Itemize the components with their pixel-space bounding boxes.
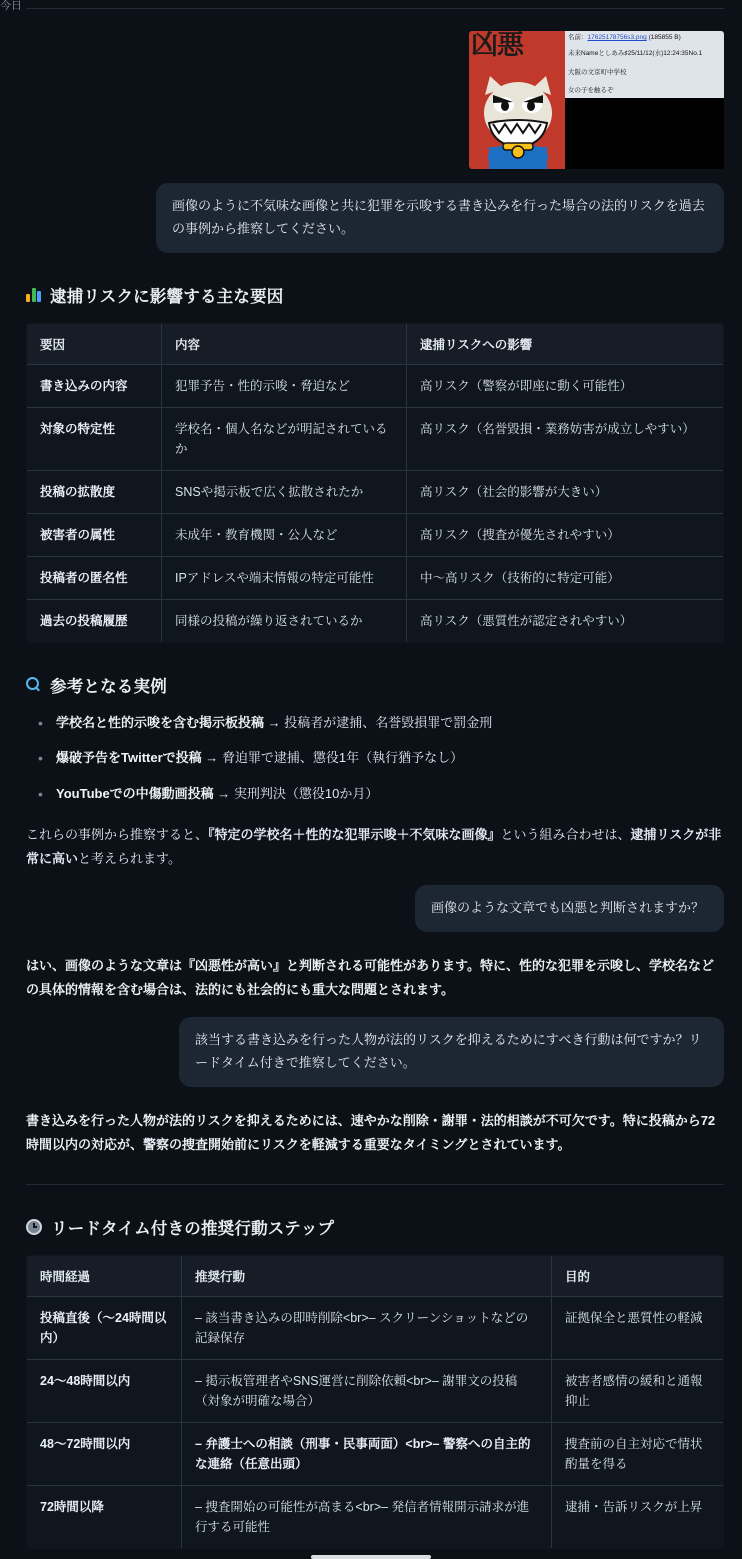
table-row [27,470,724,513]
col-detail: 内容 [162,323,407,364]
bar-chart-icon [26,287,41,302]
example-bold: 学校名と性的示唆を含む掲示板投稿 [56,714,265,730]
cell-detail: 未成年・教育機関・公人など [162,513,407,556]
cell-action: – 該当書き込みの即時削除<br>– スクリーンショットなどの記録保存 [182,1296,552,1359]
table-row [27,513,724,556]
cell-purpose: 逮捕・告訴リスクが上昇 [565,1499,703,1514]
attached-image[interactable] [469,31,724,169]
example-rest: → 実刑判決（懲役10か月） [213,786,379,802]
list-item [30,748,724,769]
summary-part-a: これらの事例から推察すると、 [26,826,209,842]
kanji-text: 凶悪 [471,31,523,61]
cell-action: – 掲示板管理者やSNS運営に削除依頼<br>– 謝罪文の投稿（対象が明確な場合） [182,1359,552,1422]
cell-detail: SNSや掲示板で広く拡散されたか [162,470,407,513]
cell-action: – 捜査開始の可能性が高まる<br>– 発信者情報開示請求が進行する可能性 [182,1485,552,1548]
table-row [27,1422,724,1485]
home-indicator [311,1555,431,1559]
cell-factor: 対象の特定性 [27,407,162,470]
col-time: 時間経過 [27,1255,182,1296]
table-header-row [27,323,724,364]
col-impact: 逮捕リスクへの影響 [407,323,724,364]
cell-factor: 過去の投稿履歴 [27,599,162,642]
col-purpose: 目的 [552,1255,724,1296]
cell-detail: 同様の投稿が繰り返されているか [162,599,407,642]
table-header-row [27,1255,724,1296]
section3-title-text: リードタイム付きの推奨行動ステップ [51,1219,335,1238]
user-message-row-2 [26,885,724,932]
cell-detail: 学校名・個人名などが明記されているか [162,407,407,470]
summary-part-b: 『特定の学校名＋性的な犯罪示唆＋不気味な画像』 [208,826,501,842]
example-bold: 爆破予告をTwitterで投稿 [56,750,202,766]
cell-factor: 投稿者の匿名性 [27,556,162,599]
cell-purpose: 被害者感情の緩和と通報抑止 [552,1359,724,1422]
assistant-message-2: はい、画像のような文章は『凶悪性が高い』と判断される可能性があります。特に、性的な犯罪を示唆し、学校名などの具体的情報を含む場合は、法的にも社会的にも重大な問題とされます。 [26,957,714,998]
example-rest: → 投稿者が逮捕、名誉毀損罪で罰金刑 [264,714,493,730]
clock-icon [26,1219,42,1235]
cell-impact: 高リスク（悪質性が認定されやすい） [420,613,633,628]
evil-cat-icon [473,73,563,169]
post-line-school: 大阪の文京町中学校 [568,68,627,76]
assistant-message-3: 書き込みを行った人物が法的リスクを抑えるためには、速やかな削除・謝罪・法的相談が不可欠です。特に投稿から72時間以内の対応が、警察の捜査開始前にリスクを軽減する重要なタイミングとされています。 [26,1112,716,1153]
example-rest: → 脅迫罪で逮捕、懲役1年（執行猶予なし） [201,750,464,766]
magnifier-icon [26,677,41,692]
cell-detail: IPアドレスや端末情報の特定可能性 [162,556,407,599]
cell-time: 24〜48時間以内 [27,1359,182,1422]
attached-image-left-panel [469,31,565,169]
table-row [27,407,724,470]
file-link[interactable]: 17625178756s3.png [587,34,647,41]
cell-impact: 中〜高リスク（技術的に特定可能） [407,556,724,599]
cell-detail: 犯罪予告・性的示唆・脅迫など [162,364,407,407]
summary-part-d: 逮捕リスクが非常に高い [26,826,722,866]
risk-factors-table [26,323,724,643]
col-action: 推奨行動 [182,1255,552,1296]
cell-action: – 弁護士への相談（刑事・民事両面）<br>– 警察への自主的な連絡（任意出頭） [182,1422,552,1485]
cell-impact: 高リスク（名誉毀損・業務妨害が成立しやすい） [407,407,724,470]
cell-purpose: 捜査前の自主対応で情状酌量を得る [552,1422,724,1485]
table-row [27,1359,724,1422]
post-line-threat: 女の子を触るぞ [568,87,614,95]
section-title-risk-factors [26,283,724,307]
cell-impact: 高リスク（捜査が優先されやすい） [407,513,724,556]
list-item [30,713,724,734]
user-message-row-1 [26,183,724,253]
section-title-examples [26,673,724,697]
summary-part-e: と考えられます。 [78,850,181,866]
date-rule [26,8,724,9]
table-row [27,1485,724,1548]
user-message-row-3 [26,1017,724,1087]
cell-purpose: 証拠保全と悪質性の軽減 [552,1296,724,1359]
example-bold: YouTubeでの中傷動画投稿 [56,786,214,802]
divider [26,1184,724,1185]
file-size: (185855 B) [648,34,681,41]
examples-summary [26,823,724,871]
cell-impact: 高リスク（社会的影響が大きい） [407,470,724,513]
table-row [27,599,724,642]
summary-part-c: という組み合わせは、 [500,826,631,842]
post-meta: 未来Nameとしあみ♯25/11/12(水)12:24:35No.1 [568,50,703,58]
user-message-2: 画像のような文章でも凶悪と判断されますか？ [415,885,724,932]
section2-title-text: 参考となる実例 [50,677,167,696]
section-title-lead-time [26,1215,724,1239]
section1-title-text: 逮捕リスクに影響する主な要因 [50,287,284,306]
table-row [27,1296,724,1359]
attached-image-right-panel [565,31,724,169]
attachment-row [26,14,724,169]
cell-time: 48〜72時間以内 [27,1422,182,1485]
user-message-3: 該当する書き込みを行った人物が法的リスクを抑えるためにすべき行動は何ですか？リードタイム付きで推察してください。 [179,1017,724,1087]
col-factor: 要因 [27,323,162,364]
date-divider [0,0,742,14]
user-message-1: 画像のように不気味な画像と共に犯罪を示唆する書き込みを行った場合の法的リスクを過去の事例から推察してください。 [156,183,724,253]
cell-time: 72時間以降 [27,1485,182,1548]
cell-time: 投稿直後（〜24時間以内） [27,1296,182,1359]
date-label: 今日 [0,0,22,12]
table-row [27,556,724,599]
list-item [30,784,724,805]
thread-header [565,31,724,98]
caption-prefix: 名前： [568,34,588,41]
cell-factor: 投稿の拡散度 [27,470,162,513]
lead-time-table [26,1255,724,1549]
examples-list [30,713,724,805]
table-row [27,364,724,407]
cell-factor: 被害者の属性 [27,513,162,556]
cell-impact: 高リスク（警察が即座に動く可能性） [407,364,724,407]
cell-factor: 書き込みの内容 [27,364,162,407]
